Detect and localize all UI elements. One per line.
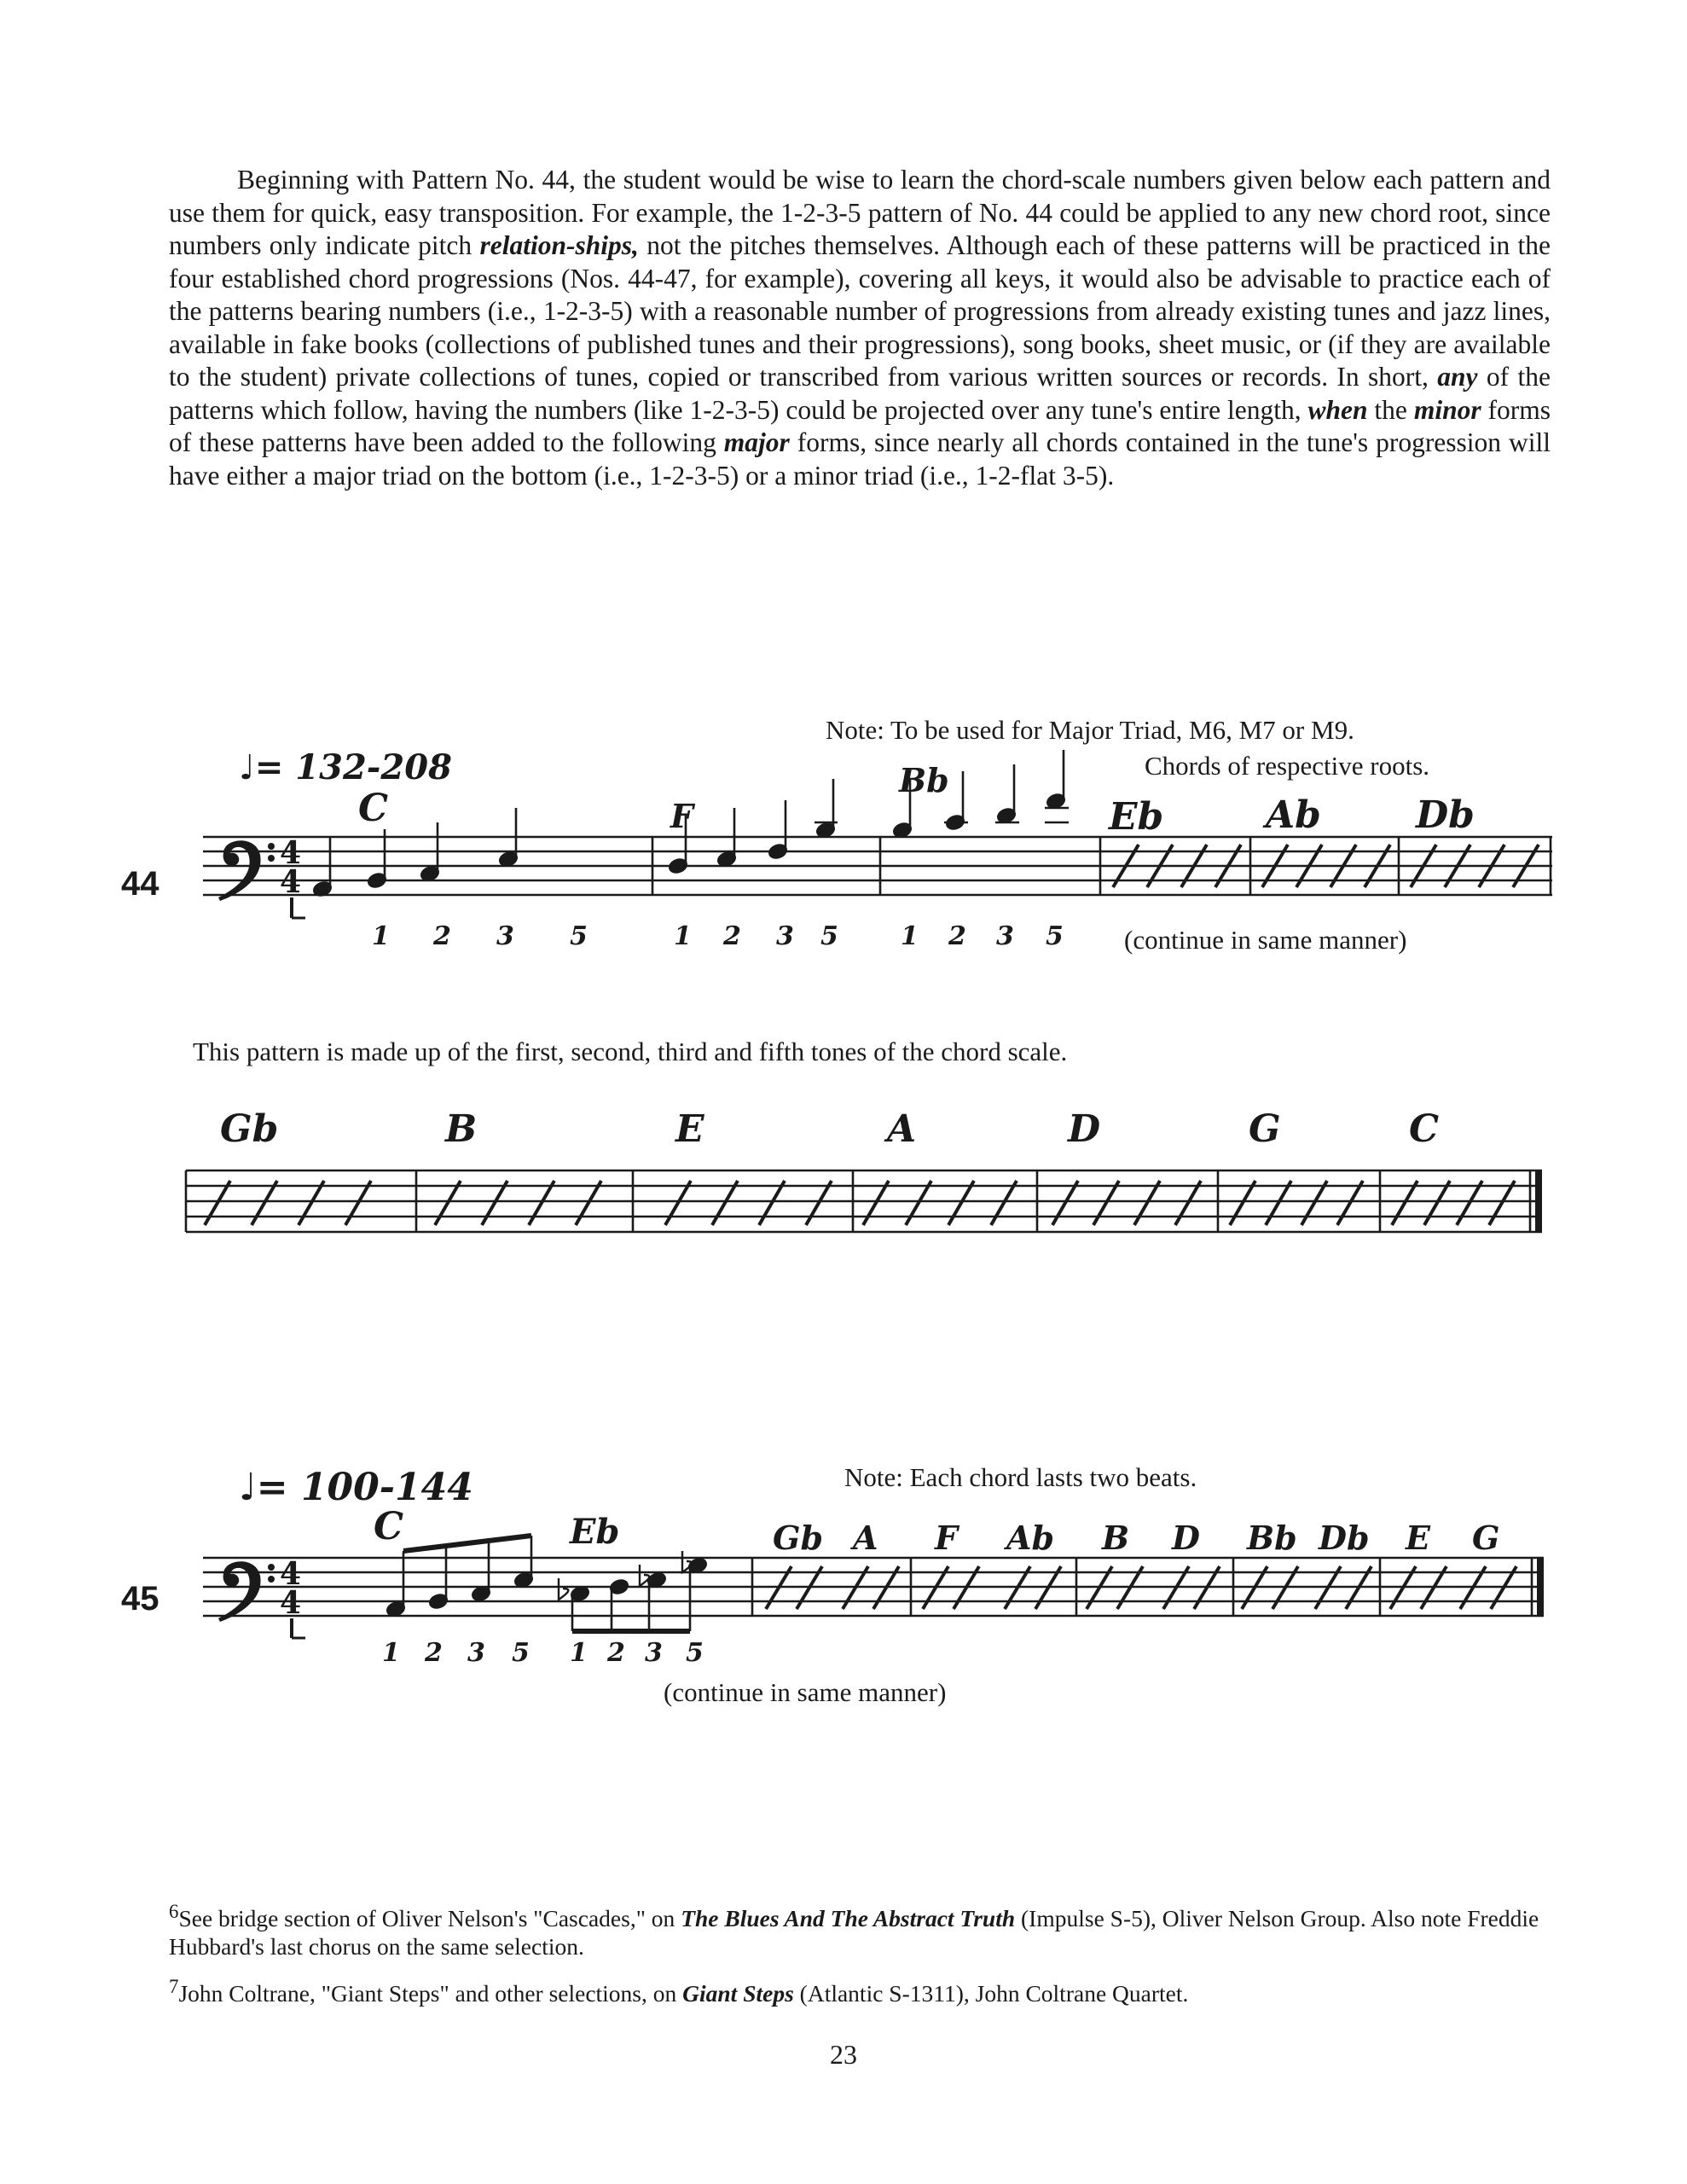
- ex45-number-1b: 1: [570, 1638, 588, 1668]
- ex44-number-3b: 3: [776, 921, 794, 951]
- ex44-number-1b: 1: [674, 921, 692, 951]
- ex44-chord-db: Db: [1416, 793, 1475, 837]
- ex44-number: 44: [121, 865, 159, 903]
- footnotes: [169, 1897, 1551, 2019]
- ex44-chord-b: B: [445, 1107, 478, 1151]
- ex44-chord-eb: Eb: [1109, 795, 1164, 839]
- ex45-chord-f: F: [935, 1519, 958, 1557]
- ex44-chord-bb: Bb: [899, 761, 949, 799]
- ex45-number-5: 5: [512, 1638, 530, 1668]
- intro-emphasis-when: when: [1307, 394, 1368, 425]
- ex45-note: Note: Each chord lasts two beats.: [844, 1462, 1197, 1492]
- ex45-chord-c: C: [374, 1505, 404, 1548]
- ex44-number-1: 1: [372, 921, 390, 951]
- ex45-number-2: 2: [425, 1638, 443, 1668]
- ex44-number-2: 2: [433, 921, 451, 951]
- ex44-chord-gb: Gb: [220, 1107, 279, 1151]
- ex45-chord-e: E: [1406, 1519, 1430, 1557]
- ex44-chord-g: G: [1249, 1107, 1281, 1151]
- intro-emphasis-minor: minor: [1413, 394, 1481, 425]
- footnote-7-text-b: (Atlantic S-1311), John Coltrane Quartet.: [793, 1980, 1189, 2007]
- ex44-number-5b: 5: [820, 921, 838, 951]
- intro-emphasis-major: major: [723, 427, 790, 457]
- ex44-number-3: 3: [496, 921, 514, 951]
- ex45-chord-g: G: [1472, 1519, 1500, 1557]
- ex45-chord-b: B: [1102, 1519, 1130, 1557]
- ex44-chord-e: E: [675, 1107, 704, 1151]
- ex44-description: This pattern is made up of the first, second, third and fifth tones of the chord scale.: [193, 1037, 1068, 1066]
- intro-text-5: forms of these patterns have been added to the following: [169, 394, 1551, 457]
- ex45-chord-gb: Gb: [773, 1519, 824, 1557]
- ex44-chord-c2: C: [1409, 1107, 1440, 1151]
- ex44-chord-f: F: [670, 797, 693, 835]
- intro-text-4: the: [1367, 394, 1414, 425]
- ex45-tempo: ♩= 100-144: [239, 1466, 473, 1509]
- ex44-tempo: ♩= 132-208: [239, 747, 452, 787]
- footnote-7: [169, 1972, 1551, 2007]
- ex44-chord-c: C: [358, 787, 389, 830]
- ex45-chord-d: D: [1172, 1519, 1200, 1557]
- ex45-number-5b: 5: [686, 1638, 704, 1668]
- ex45-chord-bb: Bb: [1247, 1519, 1297, 1557]
- intro-emphasis-relationships: relation-ships,: [479, 230, 639, 260]
- ex44-number-2c: 2: [948, 921, 966, 951]
- ex44-number-2b: 2: [723, 921, 741, 951]
- ex44-chord-a: A: [887, 1107, 917, 1151]
- intro-text-6: forms, since nearly all chords contained in the tune's progression will have either a major triad on the bottom (i.e., 1-2-3-5) or a minor triad (i.e., 1-2-flat 3-5).: [169, 427, 1551, 491]
- intro-emphasis-any: any: [1437, 362, 1478, 392]
- ex44-number-5c: 5: [1046, 921, 1064, 951]
- footnote-6-text-a: See bridge section of Oliver Nelson's "Cascades," on: [178, 1905, 681, 1932]
- footnote-7-marker: 7: [169, 1976, 179, 1998]
- footnote-6-marker: 6: [169, 1901, 179, 1922]
- ex44-note-line2: Chords of respective roots.: [1145, 751, 1430, 781]
- ex45-chord-db: Db: [1319, 1519, 1370, 1557]
- intro-text-3: of the patterns which follow, having the numbers (like 1-2-3-5) could be projected over any tune's entire length,: [169, 362, 1551, 425]
- ex45-number-2b: 2: [607, 1638, 625, 1668]
- ex45-continue: (continue in same manner): [664, 1677, 947, 1707]
- footnote-6-text-b: (Impulse S-5), Oliver Nelson Group. Also note Freddie Hubbard's last chorus on the same selection.: [169, 1905, 1539, 1960]
- ex45-number-3: 3: [467, 1638, 485, 1668]
- intro-text-1: Beginning with Pattern No. 44, the student would be wise to learn the chord-scale numbers given below each pattern and use them for quick, easy transposition. For example, the 1-2-3-5 pattern of No. 44 could be applied to any new chord root, since numbers only indicate pitch: [169, 165, 1551, 260]
- ex44-chord-ab: Ab: [1266, 793, 1321, 837]
- ex44-number-3c: 3: [996, 921, 1014, 951]
- ex44-chord-d: D: [1068, 1107, 1101, 1151]
- ex45-chord-a: A: [853, 1519, 878, 1557]
- ex45-chord-ab: Ab: [1006, 1519, 1055, 1557]
- footnote-6-album: The Blues And The Abstract Truth: [681, 1905, 1016, 1932]
- ex44-note-line1: Note: To be used for Major Triad, M6, M7 or M9.: [826, 715, 1354, 745]
- ex44-number-1c: 1: [901, 921, 919, 951]
- ex45-number-3b: 3: [645, 1638, 663, 1668]
- ex44-continue: (continue in same manner): [1124, 925, 1407, 955]
- intro-text-2: not the pitches themselves. Although each of these patterns will be practiced in the four established chord progressions (Nos. 44-47, for example), covering all keys, it would also be advisable to practice each of the patterns bearing numbers (i.e., 1-2-3-5) with a reasonable number of progressions from already existing tunes and jazz lines, available in fake books (collections of published tunes and their progressions), song books, sheet music, or (if they are available to the student) private collections of tunes, copied or transcribed from various written sources or records. In short,: [169, 230, 1551, 392]
- footnote-6: [169, 1897, 1551, 1960]
- footnote-7-album: Giant Steps: [682, 1980, 794, 2007]
- page-number: 23: [830, 2039, 857, 2070]
- ex45-number: 45: [121, 1580, 159, 1618]
- svg-text:4: 4: [280, 1556, 302, 1592]
- ex44-number-5: 5: [570, 921, 588, 951]
- svg-text:4: 4: [280, 835, 302, 871]
- svg-text:4: 4: [280, 1585, 302, 1621]
- footnote-7-text-a: John Coltrane, "Giant Steps" and other selections, on: [178, 1980, 683, 2007]
- ex45-number-1: 1: [382, 1638, 400, 1668]
- svg-text:4: 4: [280, 864, 302, 900]
- ex45-chord-eb: Eb: [570, 1512, 620, 1552]
